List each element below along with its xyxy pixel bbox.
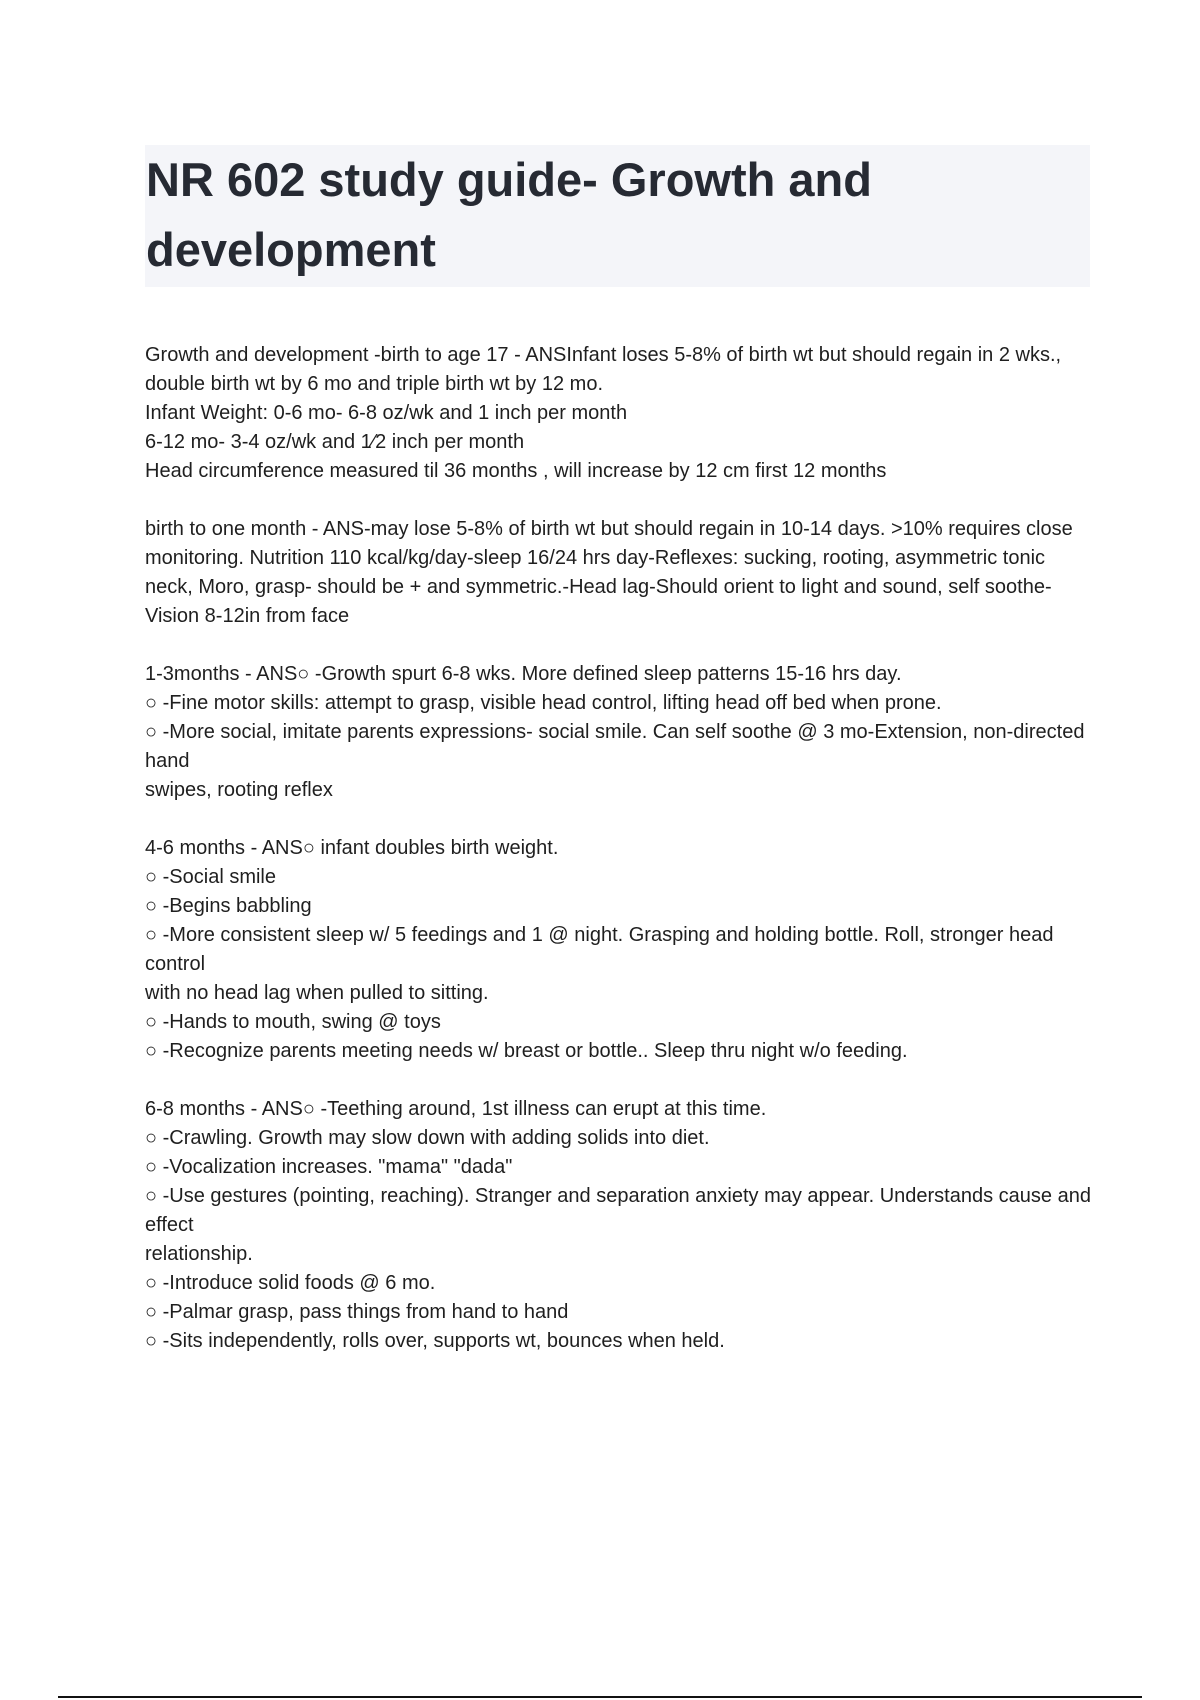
text-line: ○ -Social smile — [145, 866, 276, 888]
text-line: 6-8 months - ANS○ -Teething around, 1st illness can erupt at this time. — [145, 1098, 767, 1120]
section-1-3-months — [145, 660, 1095, 805]
text-line: birth to one month - ANS-may lose 5-8% of birth wt but should regain in 10-14 days. >10% requires close monitoring. Nutrition 110 kcal/kg/day-sleep 16/24 hrs day-Reflexes: sucking, rooting, asymmetric tonic neck, Moro, grasp- should be + and symmetric.-Head lag-Should orient to light and sound, self soothe-Vision 8-12in from face — [145, 518, 1073, 627]
section-overview — [145, 341, 1095, 486]
text-line: ○ -Fine motor skills: attempt to grasp, visible head control, lifting head off bed when prone. — [145, 692, 942, 714]
text-line: Infant Weight: 0-6 mo- 6-8 oz/wk and 1 inch per month — [145, 402, 628, 424]
text-line: ○ -Vocalization increases. "mama" "dada" — [145, 1156, 513, 1178]
text-line: swipes, rooting reflex — [145, 779, 333, 801]
text-line: 1-3months - ANS○ -Growth spurt 6-8 wks. More defined sleep patterns 15-16 hrs day. — [145, 663, 902, 685]
page-bottom-rule — [58, 1696, 1142, 1698]
section-4-6-months — [145, 834, 1095, 1066]
text-line: ○ -More consistent sleep w/ 5 feedings and 1 @ night. Grasping and holding bottle. Roll, stronger head control — [145, 924, 1054, 975]
text-line: ○ -Palmar grasp, pass things from hand to hand — [145, 1301, 569, 1323]
document-body — [145, 341, 1095, 1385]
text-line: ○ -Hands to mouth, swing @ toys — [145, 1011, 441, 1033]
text-line: relationship. — [145, 1243, 253, 1265]
title-banner — [145, 145, 1090, 287]
text-line: ○ -Crawling. Growth may slow down with adding solids into diet. — [145, 1127, 710, 1149]
text-line: ○ -Begins babbling — [145, 895, 312, 917]
text-line: ○ -Sits independently, rolls over, supports wt, bounces when held. — [145, 1330, 725, 1352]
text-line: ○ -Introduce solid foods @ 6 mo. — [145, 1272, 436, 1294]
text-line: 4-6 months - ANS○ infant doubles birth weight. — [145, 837, 559, 859]
section-6-8-months — [145, 1095, 1095, 1356]
text-line: Head circumference measured til 36 months , will increase by 12 cm first 12 months — [145, 460, 887, 482]
text-line: with no head lag when pulled to sitting. — [145, 982, 489, 1004]
page-title: NR 602 study guide- Growth and development — [146, 153, 872, 276]
text-line: ○ -Recognize parents meeting needs w/ breast or bottle.. Sleep thru night w/o feeding. — [145, 1040, 908, 1062]
text-line: ○ -Use gestures (pointing, reaching). Stranger and separation anxiety may appear. Understands cause and effect — [145, 1185, 1091, 1236]
section-birth-to-one-month — [145, 515, 1095, 631]
text-line: 6-12 mo- 3-4 oz/wk and 1⁄2 inch per month — [145, 431, 525, 453]
text-line: ○ -More social, imitate parents expressions- social smile. Can self soothe @ 3 mo-Extension, non-directed hand — [145, 721, 1085, 772]
text-line: double birth wt by 6 mo and triple birth wt by 12 mo. — [145, 373, 604, 395]
text-line: Growth and development -birth to age 17 - ANSInfant loses 5-8% of birth wt but should regain in 2 wks., — [145, 344, 1062, 366]
